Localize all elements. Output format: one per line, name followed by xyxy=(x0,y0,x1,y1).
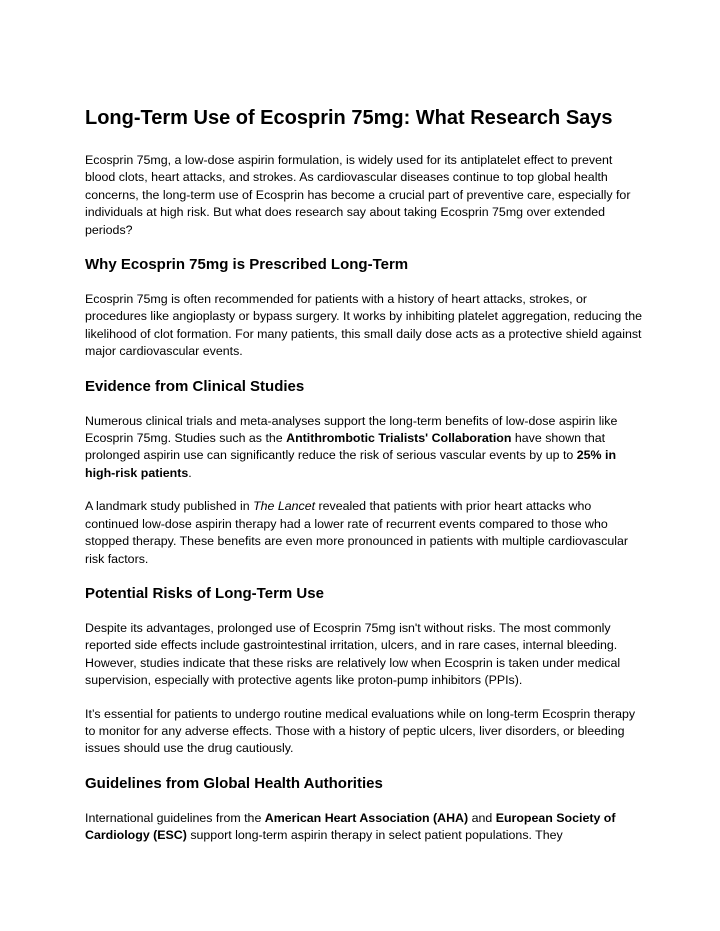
section-paragraph xyxy=(85,498,645,568)
bold-text-run: European Society of Cardiology (ESC) xyxy=(85,810,616,843)
text-run: . xyxy=(188,465,192,480)
text-run: support long-term aspirin therapy in select patient populations. They xyxy=(186,828,563,843)
section-paragraph: Ecosprin 75mg is often recommended for patients with a history of heart attacks, strokes, or procedures like angioplasty or bypass surgery. It works by inhibiting platelet aggregation, reducing the likelihood of clot formation. For many patients, this small daily dose acts as a protective shield against major cardiovascular events. xyxy=(85,292,642,359)
italic-text-run: The Lancet xyxy=(253,499,316,514)
section-paragraph xyxy=(85,413,645,483)
section-clinical-evidence xyxy=(85,377,645,568)
section-heading: Evidence from Clinical Studies xyxy=(85,377,305,395)
section-risks xyxy=(85,584,645,758)
intro-paragraph: Ecosprin 75mg, a low-dose aspirin formulation, is widely used for its antiplatelet effect to prevent blood clots, heart attacks, and strokes. As cardiovascular diseases continue to top global health concerns, the long-term use of Ecosprin has become a crucial part of preventive care, especially for individuals at high risk. But what does research say about taking Ecosprin 75mg over extended periods? xyxy=(85,153,631,237)
section-heading: Potential Risks of Long-Term Use xyxy=(85,584,324,602)
section-paragraph xyxy=(85,810,645,845)
section-paragraph: It’s essential for patients to undergo routine medical evaluations while on long-term Ecosprin therapy to monitor for any adverse effects. Those with a history of peptic ulcers, liver disorders, or bleeding issues should use the drug cautiously. xyxy=(85,706,636,756)
section-heading: Guidelines from Global Health Authorities xyxy=(85,774,383,792)
text-run: A landmark study published in xyxy=(85,499,254,514)
text-run: International guidelines from the xyxy=(85,810,265,825)
section-heading: Why Ecosprin 75mg is Prescribed Long-Term xyxy=(85,256,409,274)
text-run: Numerous clinical trials and meta-analyses support the long-term benefits of low-dose aspirin like Ecosprin 75mg. Studies such as the xyxy=(85,413,618,446)
section-why-prescribed xyxy=(85,255,645,361)
article-title: Long-Term Use of Ecosprin 75mg: What Research Says xyxy=(85,107,613,129)
document-page xyxy=(85,104,645,861)
section-guidelines xyxy=(85,774,645,845)
bold-text-run: 25% in high-risk patients xyxy=(85,448,617,480)
section-paragraph: Despite its advantages, prolonged use of Ecosprin 75mg isn't without risks. The most commonly reported side effects include gastrointestinal irritation, ulcers, and in rare cases, internal bleeding. However, studies indicate that these risks are relatively low when Ecosprin is taken under medical supervision, especially with protective agents like proton-pump inhibitors (PPIs). xyxy=(85,620,621,688)
bold-text-run: Antithrombotic Trialists' Collaboration xyxy=(286,431,512,446)
text-run: revealed that patients with prior heart attacks who continued low-dose aspirin therapy had a lower rate of recurrent events compared to those who stopped therapy. These benefits are even more pronounced in patients with multiple cardiovascular risk factors. xyxy=(85,499,628,566)
text-run: have shown that prolonged aspirin use can significantly reduce the risk of serious vascular events by up to xyxy=(85,431,606,463)
text-run: and xyxy=(468,810,496,825)
bold-text-run: American Heart Association (AHA) xyxy=(264,810,469,825)
